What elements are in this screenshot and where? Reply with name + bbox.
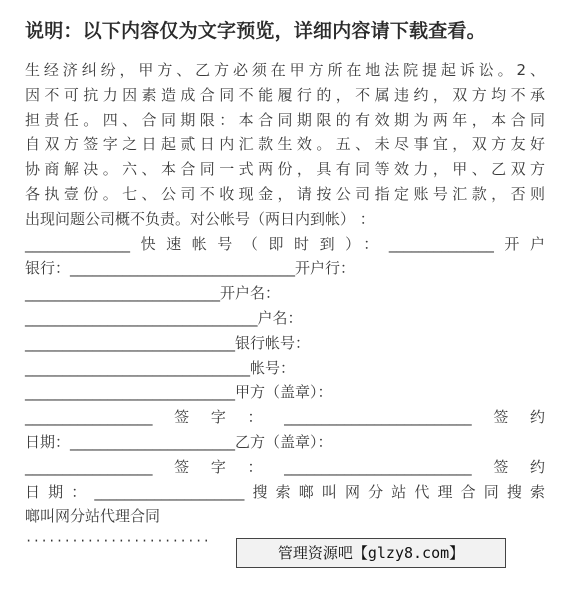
text-line: 担责任。四、合同期限：本合同期限的有效期为两年，本合同 — [25, 110, 545, 129]
text-line: 日期：______________________乙方（盖章）： — [25, 432, 333, 451]
text-line: 自双方签字之日起贰日内汇款生效。五、未尽事宜，双方友好 — [25, 135, 545, 154]
text-line: 出现问题公司概不负责。对公帐号（两日内到帐） ： — [25, 209, 375, 228]
text-line: ______________________________帐号： — [25, 358, 296, 377]
text-line: _______________________________户名： — [25, 308, 303, 327]
text-line: 生经济纠纷，甲方、乙方必须在甲方所在地法院提起诉讼。2、 — [25, 61, 545, 79]
text-line: 协商解决。六、本合同一式两份，具有同等效力，甲、乙双方 — [25, 160, 545, 179]
text-line: ____________________________甲方（盖章）： — [25, 383, 333, 402]
text-line: 银行：______________________________开户行： — [25, 259, 356, 278]
text-line: __________________________开户名： — [25, 284, 281, 303]
text-line: 因不可抗力因素造成合同不能履行的，不属违约，双方均不承 — [25, 85, 545, 104]
text-line: _________________签字：_________________________签约 — [25, 408, 545, 427]
dotted-separator: ························ — [25, 534, 211, 548]
site-badge[interactable]: 管理资源吧【glzy8.com】 — [236, 538, 506, 568]
contract-text — [25, 58, 545, 529]
text-line: 啷叫网分站代理合同 — [25, 507, 161, 526]
preview-notice: 说明：以下内容仅为文字预览，详细内容请下载查看。 — [25, 20, 486, 42]
text-line: ______________快速帐号（即时到）：______________开户 — [25, 234, 545, 253]
text-line: 日期：____________________搜索啷叫网分站代理合同搜索 — [25, 482, 545, 501]
text-line: 各执壹份。七、公司不收现金，请按公司指定账号汇款，否则 — [25, 184, 545, 203]
text-line: _________________签字：_________________________签约 — [25, 457, 545, 476]
text-line: ____________________________银行帐号： — [25, 333, 311, 352]
